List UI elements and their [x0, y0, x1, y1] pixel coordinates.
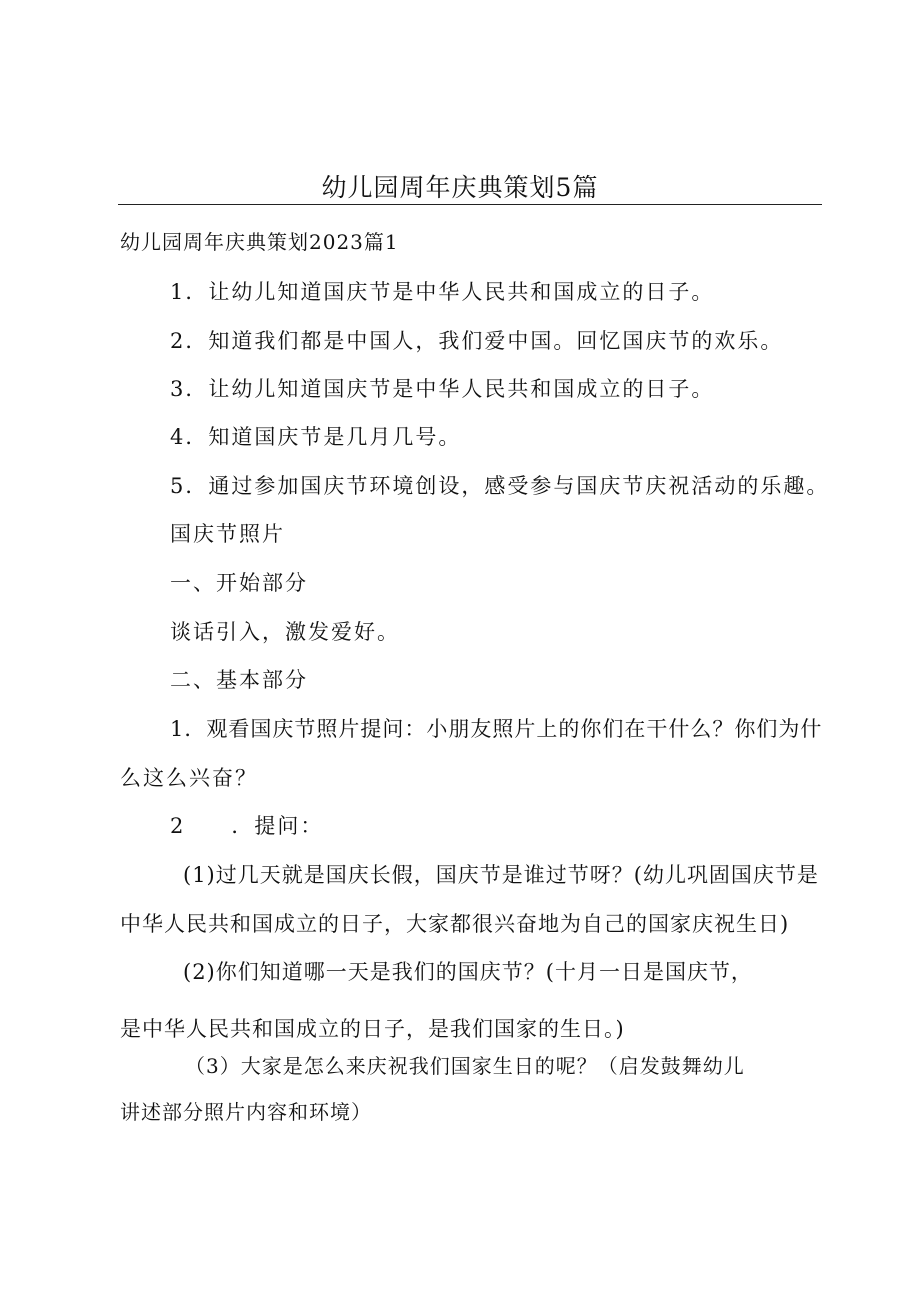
paragraph: 2 ．提问： [170, 814, 324, 838]
paragraph: (1)过几天就是国庆长假，国庆节是谁过节呀？(幼儿巩固国庆节是 [183, 863, 819, 887]
document-title: 幼儿园周年庆典策划5篇 [321, 173, 599, 202]
part-heading: 一、开始部分 [170, 571, 308, 595]
objective-item: 4．知道国庆节是几月几号。 [170, 425, 462, 449]
paragraph: 中华人民共和国成立的日子，大家都很兴奋地为自己的国家庆祝生日) [120, 912, 790, 936]
section-heading: 幼儿园周年庆典策划2023篇1 [120, 230, 399, 254]
paragraph: （3）大家是怎么来庆祝我们国家生日的呢？（启发鼓舞幼儿 [185, 1054, 745, 1078]
title-divider [118, 204, 822, 205]
paragraph: 是中华人民共和国成立的日子，是我们国家的生日。) [120, 1017, 625, 1041]
paragraph: 讲述部分照片内容和环境） [120, 1100, 372, 1124]
objective-item: 1．让幼儿知道国庆节是中华人民共和国成立的日子。 [170, 280, 715, 304]
objective-item: 5．通过参加国庆节环境创设，感受参与国庆节庆祝活动的乐趣。 [170, 474, 830, 498]
paragraph: (2)你们知道哪一天是我们的国庆节？(十月一日是国庆节， [183, 960, 753, 984]
objective-item: 2．知道我们都是中国人，我们爱中国。回忆国庆节的欢乐。 [170, 329, 784, 353]
paragraph: 么这么兴奋？ [120, 766, 258, 790]
paragraph: 1．观看国庆节照片提问：小朋友照片上的你们在干什么？你们为什 [170, 717, 823, 741]
part-heading: 二、基本部分 [170, 668, 308, 692]
paragraph: 谈话引入，激发爱好。 [170, 620, 400, 644]
preparation-text: 国庆节照片 [170, 522, 285, 546]
objective-item: 3．让幼儿知道国庆节是中华人民共和国成立的日子。 [170, 377, 715, 401]
